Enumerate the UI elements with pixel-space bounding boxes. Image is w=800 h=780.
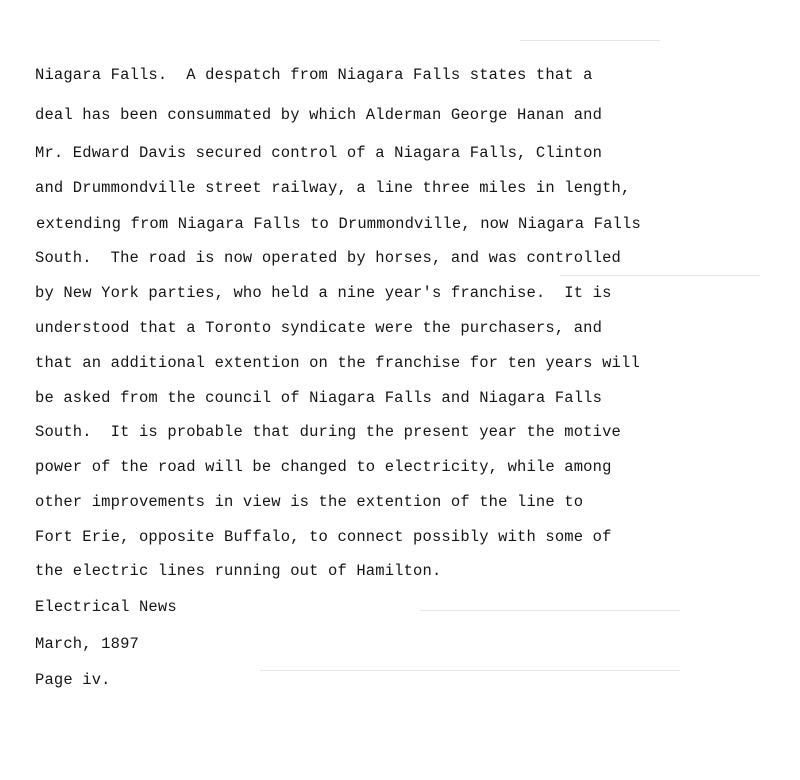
article-line: deal has been consummated by which Alderman George Hanan and: [35, 106, 603, 124]
article-line: Mr. Edward Davis secured control of a Niagara Falls, Clinton: [35, 144, 603, 162]
bleed-through-mark: [420, 610, 680, 611]
publication-date: March, 1897: [35, 635, 139, 653]
article-line: Niagara Falls. A despatch from Niagara Falls states that a: [35, 66, 593, 84]
bleed-through-mark: [560, 275, 760, 276]
article-line: by New York parties, who held a nine year's franchise. It is: [35, 284, 612, 302]
article-line: other improvements in view is the extention of the line to: [35, 493, 584, 511]
page-reference: Page iv.: [35, 671, 111, 689]
bleed-through-mark: [260, 670, 680, 671]
article-line: extending from Niagara Falls to Drummondville, now Niagara Falls: [36, 215, 641, 233]
article-line: South. The road is now operated by horses, and was controlled: [35, 249, 621, 267]
article-line: understood that a Toronto syndicate were the purchasers, and: [35, 319, 603, 337]
article-line: that an additional extention on the franchise for ten years will: [35, 354, 640, 372]
publication-name: Electrical News: [35, 598, 177, 616]
article-line: Fort Erie, opposite Buffalo, to connect possibly with some of: [35, 528, 612, 546]
bleed-through-mark: [520, 40, 660, 41]
article-line: be asked from the council of Niagara Falls and Niagara Falls: [35, 389, 603, 407]
article-line: South. It is probable that during the present year the motive: [35, 423, 621, 441]
article-line: the electric lines running out of Hamilton.: [35, 562, 442, 580]
article-line: and Drummondville street railway, a line three miles in length,: [35, 179, 631, 197]
article-line: power of the road will be changed to electricity, while among: [35, 458, 612, 476]
